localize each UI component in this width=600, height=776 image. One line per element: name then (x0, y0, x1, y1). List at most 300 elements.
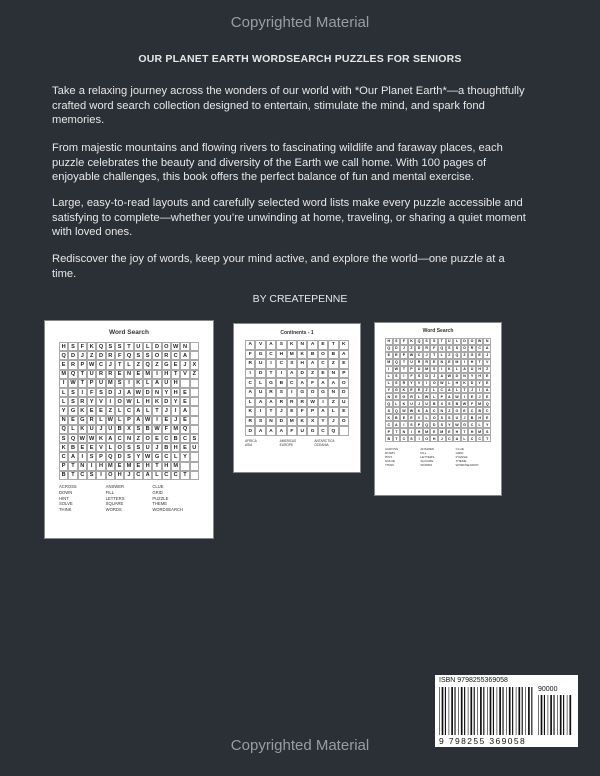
grid-cell: G (255, 350, 265, 360)
grid-cell: T (68, 471, 77, 480)
grid-cell: R (400, 380, 408, 387)
barcode-bar (483, 687, 484, 735)
grid-cell: C (134, 471, 143, 480)
grid-cell: L (393, 400, 401, 407)
grid-cell: B (453, 400, 461, 407)
word-list-item: LETTERS (420, 455, 435, 460)
grid-cell: C (171, 351, 180, 360)
grid-cell: W (143, 416, 152, 425)
grid-cell: L (134, 397, 143, 406)
grid-cell: L (106, 443, 115, 452)
word-list-item: PUZZLE (455, 455, 468, 460)
barcode-bar (531, 687, 532, 735)
grid-cell: R (266, 388, 276, 398)
grid-cell: E (171, 360, 180, 369)
grid-cell: U (96, 379, 105, 388)
grid-cell: S (68, 397, 77, 406)
grid-cell: P (415, 421, 423, 428)
grid-cell: Z (152, 360, 161, 369)
grid-cell: B (476, 407, 484, 414)
grid-cell: A (266, 426, 276, 436)
grid-cell: M (106, 462, 115, 471)
grid-cell: L (59, 388, 68, 397)
grid-cell: S (59, 434, 68, 443)
grid-cell: D (393, 345, 401, 352)
grid-cell: Z (446, 352, 454, 359)
grid-cell: I (59, 379, 68, 388)
grid-cell: Z (446, 407, 454, 414)
word-list-item: WORDS (105, 507, 122, 513)
word-list-item: THEME (455, 459, 467, 464)
grid-cell: Y (476, 380, 484, 387)
grid-cell: W (423, 393, 431, 400)
grid-cell: M (106, 379, 115, 388)
grid-cell: H (453, 380, 461, 387)
grid-cell: Q (180, 425, 189, 434)
grid-cell: C (245, 378, 255, 388)
word-list-item: ACROSS (385, 447, 399, 451)
grid-cell: A (446, 393, 454, 400)
word-list-item: THINK (385, 463, 395, 468)
grid-cell: T (328, 340, 338, 350)
barcode-bar (458, 687, 459, 735)
grid-cell: C (162, 434, 171, 443)
grid-cell: S (393, 380, 401, 387)
grid-cell: E (446, 359, 454, 366)
grid-cell: B (276, 378, 286, 388)
grid-cell: W (461, 400, 469, 407)
grid-cell: T (461, 428, 469, 435)
word-list-item: ANSWER (420, 447, 434, 451)
grid-cell: Y (446, 421, 454, 428)
grid-cell: N (59, 416, 68, 425)
grid-cell: B (171, 434, 180, 443)
grid-cell: Z (408, 345, 416, 352)
grid-cell: W (87, 434, 96, 443)
barcode-bar (525, 687, 526, 735)
grid-cell: I (476, 387, 484, 394)
grid-cell (190, 397, 199, 406)
grid-cell: L (245, 398, 255, 408)
grid-cell: A (152, 379, 161, 388)
grid-cell: J (96, 425, 105, 434)
grid-cell: R (423, 345, 431, 352)
word-list-item: HINT (59, 495, 69, 501)
grid-cell: E (96, 406, 105, 415)
grid-cell: N (180, 342, 189, 351)
barcode-bar (487, 687, 488, 735)
grid-cell: B (162, 443, 171, 452)
grid-cell: B (328, 350, 338, 360)
barcode-bar (464, 687, 465, 735)
grid-cell: U (162, 379, 171, 388)
grid-cell: S (446, 414, 454, 421)
grid-cell: U (339, 398, 349, 408)
grid-cell: T (68, 462, 77, 471)
grid-cell: M (143, 370, 152, 379)
grid-cell: I (318, 398, 328, 408)
word-list-item: EUROPE (279, 443, 294, 448)
grid-cell: A (287, 369, 297, 379)
grid-cell: Q (143, 360, 152, 369)
grid-cell: C (276, 359, 286, 369)
grid-cell: P (438, 393, 446, 400)
grid-cell: P (59, 462, 68, 471)
grid-cell: C (385, 421, 393, 428)
grid-cell: N (461, 373, 469, 380)
grid-cell: S (385, 407, 393, 414)
grid-cell: A (318, 378, 328, 388)
grid-cell: R (408, 393, 416, 400)
sample-2-title: Continents - 1 (280, 330, 314, 336)
grid-cell: Y (468, 373, 476, 380)
grid-cell: S (143, 351, 152, 360)
word-list-item: OCEANIA (314, 443, 329, 448)
grid-cell: X (190, 360, 199, 369)
grid-cell: J (483, 352, 491, 359)
author-byline: BY CREATEPENNE (252, 293, 348, 305)
description-paragraph-1: Take a relaxing journey across the wonders of our world with *Our Planet Earth*—a thoughtfully crafted word search collection designed to entertain, stimulate the mind, and spark fond memories. (52, 85, 525, 127)
grid-cell: Y (162, 388, 171, 397)
sample-2-letter-grid (245, 340, 349, 436)
grid-cell: K (78, 425, 87, 434)
grid-cell: U (297, 426, 307, 436)
grid-cell: U (87, 370, 96, 379)
grid-cell: N (78, 462, 87, 471)
grid-cell: L (415, 393, 423, 400)
grid-cell: Y (408, 380, 416, 387)
sample-1-letter-grid (59, 342, 199, 480)
grid-cell: W (106, 416, 115, 425)
grid-cell: U (87, 425, 96, 434)
grid-cell: H (468, 359, 476, 366)
grid-cell: N (328, 388, 338, 398)
grid-cell: O (453, 407, 461, 414)
grid-cell: K (297, 417, 307, 427)
grid-cell: T (124, 342, 133, 351)
grid-cell: A (124, 388, 133, 397)
grid-cell: H (171, 388, 180, 397)
grid-cell: C (287, 378, 297, 388)
barcode-bar (553, 695, 554, 735)
grid-cell: L (385, 380, 393, 387)
sample-1-word-list (59, 484, 199, 513)
grid-cell: V (180, 370, 189, 379)
grid-cell: K (245, 407, 255, 417)
grid-cell: I (287, 388, 297, 398)
grid-cell: B (143, 425, 152, 434)
grid-cell: C (476, 435, 484, 442)
grid-cell: L (328, 407, 338, 417)
word-list-item: SQUARE (105, 501, 124, 507)
grid-cell: H (276, 350, 286, 360)
barcode-bar (499, 687, 501, 735)
isbn-label: ISBN 9798255369058 (439, 677, 508, 684)
grid-cell: I (106, 397, 115, 406)
grid-cell: S (446, 345, 454, 352)
grid-cell: U (468, 366, 476, 373)
barcode-bars-main (439, 687, 535, 735)
grid-cell: E (400, 414, 408, 421)
grid-cell: W (143, 452, 152, 461)
grid-cell: R (245, 359, 255, 369)
grid-cell: D (453, 373, 461, 380)
grid-cell: B (385, 435, 393, 442)
grid-cell: I (461, 359, 469, 366)
grid-cell: I (124, 379, 133, 388)
grid-cell: E (318, 369, 328, 379)
grid-cell: J (276, 407, 286, 417)
grid-cell: E (415, 387, 423, 394)
word-list-item: AMERICAS (279, 439, 297, 443)
grid-cell: C (468, 435, 476, 442)
grid-cell: E (408, 387, 416, 394)
grid-cell: S (190, 434, 199, 443)
grid-cell: V (483, 359, 491, 366)
grid-cell: Q (68, 434, 77, 443)
grid-cell: F (400, 338, 408, 345)
grid-cell: T (266, 369, 276, 379)
grid-cell: L (96, 416, 105, 425)
grid-cell: S (124, 443, 133, 452)
grid-cell: W (87, 360, 96, 369)
barcode-bar (493, 687, 494, 735)
grid-cell: Z (461, 352, 469, 359)
grid-cell: A (134, 406, 143, 415)
grid-cell: Y (134, 452, 143, 461)
grid-cell: G (162, 360, 171, 369)
grid-cell: G (307, 426, 317, 436)
grid-cell: H (430, 435, 438, 442)
barcode-bar (569, 695, 571, 735)
grid-cell: C (438, 387, 446, 394)
grid-cell: M (423, 428, 431, 435)
grid-cell: N (400, 428, 408, 435)
grid-cell: E (476, 352, 484, 359)
grid-cell: I (255, 407, 265, 417)
grid-cell: F (115, 351, 124, 360)
grid-cell: D (339, 388, 349, 398)
grid-cell: E (287, 407, 297, 417)
grid-cell: H (115, 471, 124, 480)
grid-cell: Y (318, 417, 328, 427)
grid-cell: I (171, 406, 180, 415)
grid-cell: J (415, 400, 423, 407)
grid-cell: H (385, 338, 393, 345)
grid-cell: T (152, 462, 161, 471)
grid-cell (190, 416, 199, 425)
grid-cell: D (152, 342, 161, 351)
grid-cell: H (415, 428, 423, 435)
grid-cell: S (87, 471, 96, 480)
grid-cell: S (134, 443, 143, 452)
grid-cell: F (87, 388, 96, 397)
grid-cell: S (115, 342, 124, 351)
barcode-bar (506, 687, 507, 735)
grid-cell: R (276, 398, 286, 408)
grid-cell: I (78, 452, 87, 461)
barcode-bar (516, 687, 517, 735)
grid-cell: R (106, 351, 115, 360)
grid-cell: K (59, 443, 68, 452)
grid-cell: L (59, 397, 68, 406)
grid-cell: S (255, 417, 265, 427)
grid-cell: Z (328, 398, 338, 408)
grid-cell: S (276, 340, 286, 350)
grid-cell: N (152, 388, 161, 397)
grid-cell: E (134, 462, 143, 471)
grid-cell: K (297, 350, 307, 360)
barcode-bar (468, 687, 469, 735)
grid-cell: W (438, 380, 446, 387)
grid-cell: S (408, 435, 416, 442)
grid-cell: G (297, 388, 307, 398)
grid-cell: C (171, 471, 180, 480)
word-list-item: DOWN (385, 451, 395, 456)
grid-cell: Z (106, 406, 115, 415)
grid-cell (180, 379, 189, 388)
grid-cell: D (162, 397, 171, 406)
grid-cell: J (423, 352, 431, 359)
word-list-item: WORDSEARCH (152, 507, 184, 513)
grid-cell: L (461, 435, 469, 442)
grid-cell: R (393, 352, 401, 359)
grid-cell: A (68, 452, 77, 461)
grid-cell: J (180, 360, 189, 369)
grid-cell: Q (385, 400, 393, 407)
grid-cell: J (106, 360, 115, 369)
word-list-item: SOLVE (385, 459, 396, 464)
grid-cell: I (245, 369, 255, 379)
word-list-item: ANTARCTICA (314, 439, 335, 443)
barcode-bar (550, 695, 552, 735)
grid-cell: I (415, 435, 423, 442)
grid-cell: O (423, 435, 431, 442)
grid-cell: R (287, 398, 297, 408)
barcode-bar (557, 695, 558, 735)
grid-cell: T (430, 352, 438, 359)
grid-cell: S (430, 366, 438, 373)
grid-cell: Q (385, 345, 393, 352)
grid-cell: T (78, 370, 87, 379)
grid-cell: T (393, 435, 401, 442)
grid-cell: G (468, 352, 476, 359)
word-list-item: AFRICA (245, 439, 257, 443)
grid-cell: C (446, 435, 454, 442)
grid-cell: L (143, 342, 152, 351)
grid-cell (339, 426, 349, 436)
grid-cell: J (115, 388, 124, 397)
grid-cell: J (171, 416, 180, 425)
grid-cell: E (68, 416, 77, 425)
grid-cell: A (255, 398, 265, 408)
grid-cell: D (115, 452, 124, 461)
grid-cell: C (318, 426, 328, 436)
word-list-item: ACROSS (59, 484, 77, 489)
grid-cell: A (266, 398, 276, 408)
grid-cell: D (461, 338, 469, 345)
grid-cell: H (143, 397, 152, 406)
grid-cell: E (318, 340, 328, 350)
grid-cell: C (266, 350, 276, 360)
grid-cell: H (96, 462, 105, 471)
grid-cell: E (483, 380, 491, 387)
grid-cell: L (68, 425, 77, 434)
grid-cell: I (385, 366, 393, 373)
grid-cell: E (483, 393, 491, 400)
grid-cell: Z (190, 370, 199, 379)
barcode-bar (439, 687, 440, 735)
grid-cell: O (430, 414, 438, 421)
word-list-item: CLUE (455, 447, 464, 451)
grid-cell: M (59, 370, 68, 379)
grid-cell: W (152, 425, 161, 434)
word-list-item: FILL (420, 451, 427, 456)
grid-cell: A (393, 421, 401, 428)
grid-cell: J (476, 393, 484, 400)
grid-cell: D (68, 351, 77, 360)
grid-cell: F (297, 407, 307, 417)
grid-cell: P (87, 379, 96, 388)
grid-cell: Q (328, 426, 338, 436)
word-list-item: SQUARE (420, 459, 434, 464)
grid-cell: F (307, 378, 317, 388)
grid-cell: O (143, 434, 152, 443)
grid-cell: D (96, 351, 105, 360)
grid-cell: K (87, 342, 96, 351)
grid-cell: S (438, 421, 446, 428)
grid-cell: A (143, 471, 152, 480)
grid-cell: Q (96, 342, 105, 351)
grid-cell: P (408, 366, 416, 373)
barcode-bar (509, 687, 511, 735)
barcode-bar (518, 687, 520, 735)
grid-cell: Y (385, 387, 393, 394)
grid-cell: O (339, 417, 349, 427)
grid-cell: U (423, 400, 431, 407)
grid-cell: B (68, 443, 77, 452)
grid-cell: S (453, 345, 461, 352)
grid-cell: M (171, 462, 180, 471)
grid-cell: Z (307, 369, 317, 379)
word-list-item: CLUE (152, 484, 164, 489)
grid-cell: V (255, 340, 265, 350)
grid-cell: I (400, 421, 408, 428)
word-list-item: WORDS (420, 463, 433, 468)
grid-cell: M (287, 417, 297, 427)
grid-cell: D (468, 380, 476, 387)
grid-cell: W (171, 342, 180, 351)
grid-cell: D (143, 388, 152, 397)
grid-cell: Q (106, 452, 115, 461)
grid-cell: U (190, 443, 199, 452)
grid-cell: B (393, 414, 401, 421)
grid-cell: L (385, 373, 393, 380)
grid-cell: Q (59, 351, 68, 360)
barcode-bar (497, 687, 498, 735)
grid-cell: C (124, 406, 133, 415)
grid-cell: T (171, 370, 180, 379)
grid-cell: K (78, 406, 87, 415)
description-paragraph-2: From majestic mountains and flowing rivers to fascinating wildlife and faraway places, each puzzle celebrates the beauty and diversity of the Earth we call home. With 100 pages of enjoyable challenges, this book offers the perfect balance of fun and mental exercise. (52, 142, 503, 184)
barcode-bar (442, 687, 444, 735)
grid-cell: L (430, 393, 438, 400)
barcode-bar (474, 687, 475, 735)
barcode-bar (567, 695, 568, 735)
grid-cell: C (483, 407, 491, 414)
grid-cell: Q (393, 407, 401, 414)
grid-cell: V (96, 397, 105, 406)
